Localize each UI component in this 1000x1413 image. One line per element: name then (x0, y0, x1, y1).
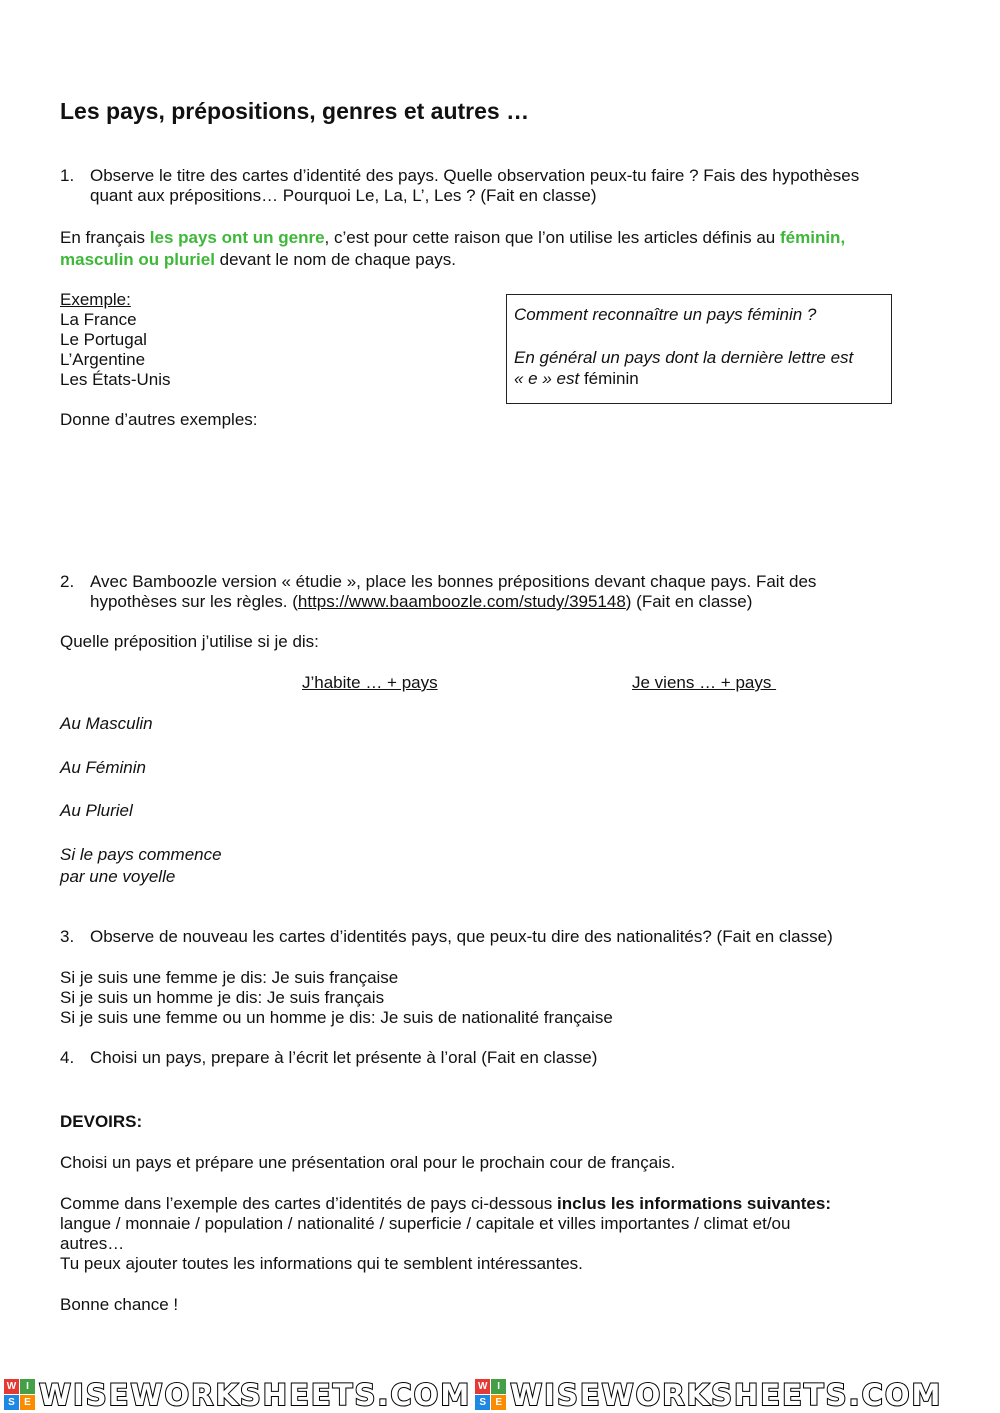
logo-cell: E (491, 1395, 506, 1410)
page-title: Les pays, prépositions, genres et autres … (60, 98, 530, 124)
logo-cell: W (475, 1379, 490, 1394)
footer-brand-unit (4, 1379, 471, 1411)
devoirs-line2 (60, 1194, 831, 1214)
devoirs-text: Comme dans l’exemple des cartes d’identités de pays ci-dessous (60, 1194, 558, 1213)
box-rule-italic: « e » est (514, 369, 580, 388)
genre-text-2: , c’est pour cette raison que l’on utilise les articles définis au (324, 228, 780, 247)
box-rule-line1: En général un pays dont la dernière lettre est (514, 348, 854, 367)
example-item: La France (60, 310, 137, 329)
brand-text-inner: WISEWORKSHEETS.COM (510, 1377, 943, 1412)
example-heading: Exemple: (60, 290, 131, 309)
q2-line2 (90, 592, 752, 612)
devoirs-line3: langue / monnaie / population / nationalité / superficie / capitale et villes importantes / climat et/ou (60, 1214, 791, 1233)
logo-cell: E (20, 1395, 35, 1410)
logo-cell: I (491, 1379, 506, 1394)
row-label-masculin: Au Masculin (60, 714, 153, 733)
devoirs-bold: inclus les informations suivantes: (557, 1194, 831, 1213)
closing: Bonne chance ! (60, 1295, 179, 1314)
q3-text: Observe de nouveau les cartes d’identités pays, que peux-tu dire des nationalités? (Fait en classe) (90, 927, 833, 946)
genre-highlight-3: masculin ou pluriel (60, 250, 215, 269)
column-header-viens: Je viens … + pays (632, 673, 777, 692)
brand-text (39, 1379, 471, 1411)
genre-highlight-1: les pays ont un genre (149, 228, 325, 247)
row-label-pluriel: Au Pluriel (60, 801, 133, 820)
nationality-line: Si je suis une femme je dis: Je suis française (60, 968, 399, 987)
q1-number: 1. (60, 166, 75, 185)
box-rule-line2 (514, 369, 639, 389)
footer-brand-unit (475, 1379, 942, 1411)
example-item: Le Portugal (60, 330, 147, 349)
q3-number: 3. (60, 927, 75, 946)
brand-text-inner: WISEWORKSHEETS.COM (39, 1377, 472, 1412)
other-examples-prompt: Donne d’autres exemples: (60, 410, 258, 429)
footer-watermark (0, 1376, 1000, 1413)
q1-line1: Observe le titre des cartes d’identité des pays. Quelle observation peux-tu faire ? Fais des hypothèses (90, 166, 860, 185)
logo-cell: W (4, 1379, 19, 1394)
nationality-line: Si je suis une femme ou un homme je dis: Je suis de nationalité française (60, 1008, 613, 1027)
example-item: Les États-Unis (60, 370, 171, 389)
example-item: L’Argentine (60, 350, 146, 369)
brand-logo-icon (4, 1379, 35, 1410)
brand-text (510, 1379, 942, 1411)
box-question: Comment reconnaître un pays féminin ? (514, 305, 817, 324)
devoirs-line5: Tu peux ajouter toutes les informations qui te semblent intéressantes. (60, 1254, 583, 1273)
q1-line2: quant aux prépositions… Pourquoi Le, La, L’, Les ? (Fait en classe) (90, 186, 597, 205)
q2-line1: Avec Bamboozle version « étudie », place les bonnes prépositions devant chaque pays. Fait des (90, 572, 817, 591)
box-rule-normal: féminin (579, 369, 639, 388)
genre-highlight-2: féminin, (780, 228, 846, 247)
preposition-question: Quelle préposition j’utilise si je dis: (60, 632, 319, 651)
logo-cell: I (20, 1379, 35, 1394)
bamboozle-link[interactable]: https://www.baamboozle.com/study/395148 (297, 592, 626, 611)
q4-text: Choisi un pays, prepare à l’écrit let présente à l’oral (Fait en classe) (90, 1048, 598, 1067)
devoirs-heading: DEVOIRS: (60, 1112, 143, 1131)
genre-paragraph-line1 (60, 228, 845, 248)
logo-cell: S (475, 1395, 490, 1410)
row-label-feminin: Au Féminin (60, 758, 146, 777)
q4-number: 4. (60, 1048, 75, 1067)
genre-paragraph-line2 (60, 250, 456, 270)
genre-text-3: devant le nom de chaque pays. (214, 250, 456, 269)
devoirs-line4: autres… (60, 1234, 125, 1253)
brand-logo-icon (475, 1379, 506, 1410)
column-header-habite: J’habite … + pays (302, 673, 438, 692)
q2-number: 2. (60, 572, 75, 591)
genre-text-1: En français (60, 228, 150, 247)
q2-text-a: hypothèses sur les règles. ( (90, 592, 298, 611)
nationality-line: Si je suis un homme je dis: Je suis français (60, 988, 385, 1007)
row-label-voyelle-2: par une voyelle (60, 867, 176, 886)
row-label-voyelle-1: Si le pays commence (60, 845, 222, 864)
q2-text-b: ) (Fait en classe) (625, 592, 753, 611)
logo-cell: S (4, 1395, 19, 1410)
devoirs-line1: Choisi un pays et prépare une présentation oral pour le prochain cour de français. (60, 1153, 676, 1172)
